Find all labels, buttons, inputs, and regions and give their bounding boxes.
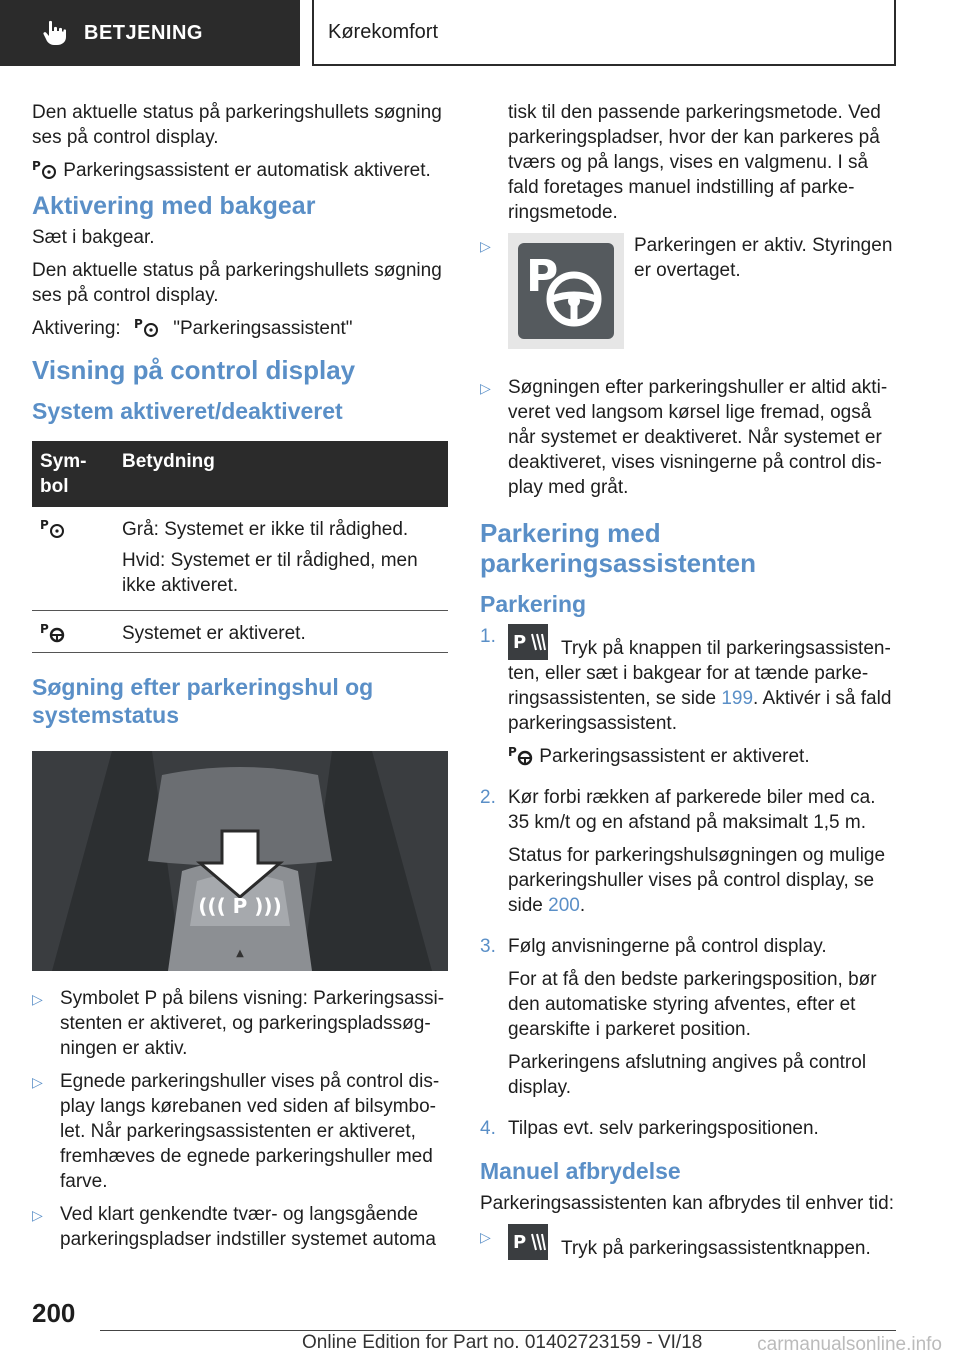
svg-text:P: P [513,632,527,653]
parking-active-steering-icon [508,233,624,349]
list-item: ▷ Egnede parkeringshuller vises på control display langs kørebanen ved siden af bilsymbolet. Når parkeringsassistenten er aktiveret, fremhæves de egnede parkeringshuller med farve. [32,1071,440,1192]
list-item: ▷ P Tryk på parkeringsassistentknappen. [480,1224,896,1261]
parking-search-display-image [32,751,448,971]
heading-parking-with-assist: Parkering med parkeringsassistenten [480,518,757,578]
parking-assist-button-icon [508,624,548,660]
heading-reverse-activation: Aktivering med bakgear [32,192,316,220]
page-number: 200 [32,1298,76,1328]
step-item: 3. Følg anvisningerne på control display. For at få den bedste parkeringsposition, bør den automatiske styring afventes, efter et gearskifte i parkeret position. Parkeringens afslutning angives på control display. [480,936,877,1098]
left-column [32,100,448,1260]
list-item: ▷ Ved klart genkendte tvær- og langsgående parkeringspladser indstiller systemet automa [32,1204,436,1250]
chapter-tab [312,0,896,66]
continued-text: tisk til den passende parkeringsmetode. Ved parkeringspladser, hvor der kan parkeres på tværs og på langs, vises en valgmenu. I så fald foretages manuel indstilling af parkeringsmetode. [508,102,881,223]
svg-text:((( P ))): ((( P ))) [198,894,282,918]
hand-icon [40,18,70,48]
chapter-title: Kørekomfort [328,20,439,43]
parking-assist-icon [32,158,58,180]
col-symbol-header: Sym- bol [32,441,114,507]
parking-assist-active-icon [40,621,66,643]
reverse-status: Den aktuelle status på parkeringshullets søgning ses på control display. [32,260,442,306]
symbol-cell [32,611,114,653]
triangle-bullet-icon: ▷ [480,238,491,254]
heading-parking: Parkering [480,591,587,617]
symbol-cell [32,507,114,611]
triangle-bullet-icon: ▷ [480,380,491,396]
table-row [32,611,448,653]
triangle-bullet-icon: ▷ [480,1229,491,1245]
svg-text:P: P [133,317,143,331]
svg-text:P: P [526,251,559,302]
watermark: carmanualsonline.info [757,1334,942,1355]
svg-text:P: P [32,159,41,173]
table-header-row [32,441,448,507]
list-item: ▷ Symbolet P på bilens visning: Parkeringsassistenten er aktiveret, og parkeringspladssøgningen er aktiv. [32,988,445,1059]
svg-text:P: P [513,1232,527,1253]
list-item: ▷ Søgningen efter parkeringshuller er altid aktiveret ved langsom kørsel lige fremad, også når systemet er deaktiveret. Når systemet er deaktiveret, vises visningerne på control display med gråt. [480,377,888,498]
parking-assist-button-icon [508,1224,548,1260]
page-link-200[interactable]: 200 [548,895,580,916]
symbol-table [32,441,448,653]
svg-text:P: P [40,622,49,636]
col-meaning-header: Betydning [114,441,448,507]
reverse-step: Sæt i bakgear. [32,227,155,248]
heading-manual-cancel: Manuel afbrydelse [480,1158,681,1184]
cancel-intro: Parkeringsassistenten kan afbrydes til enhver tid: [480,1193,894,1214]
heading-system-status: System aktiveret/deaktiveret [32,398,343,424]
panel-description: Parkeringen er aktiv. Styringen er overtaget. [634,235,893,281]
heading-search: Søgning efter parkeringshul og systemstatus [32,674,374,728]
section-title: BETJENING [84,21,203,44]
activation-line: Aktivering: P "Parkeringsassistent" [32,317,353,339]
triangle-bullet-icon: ▷ [32,991,43,1007]
step-item: 1. P Tryk på knappen til parkeringsassistenten, eller sæt i bakgear for at tænde parkeringsassistenten, se side 199. Aktivér i så fald parkeringsassistent. P Parkeringsassistent er aktiveret. [480,626,892,767]
svg-text:P: P [508,745,517,759]
right-column [480,100,896,1269]
triangle-bullet-icon: ▷ [32,1207,43,1223]
triangle-bullet-icon: ▷ [32,1074,43,1090]
parking-assist-icon [40,517,66,539]
meaning-cell: Systemet er aktiveret. [114,611,448,653]
list-item [480,233,896,367]
meaning-cell: Grå: Systemet er ikke til rådighed. Hvid: Systemet er til rådighed, men ikke aktiveret. [114,507,448,611]
parking-assist-icon [134,316,160,338]
svg-text:▲: ▲ [236,948,244,959]
parking-assist-active-icon [508,744,534,766]
step-item: 2. Kør forbi rækken af parkerede biler med ca. 35 km/t og en afstand på maksimalt 1,5 m. Status for parkeringshulsøgningen og mulige parkeringshuller vises på control display, se side 200. [480,787,886,916]
heading-control-display: Visning på control display [32,355,356,385]
footer-divider [100,1330,896,1331]
step-item: 4. Tilpas evt. selv parkeringspositionen. [480,1118,819,1139]
page-link-199[interactable]: 199 [721,688,754,709]
auto-activated-text: P Parkeringsassistent er automatisk aktiveret. [32,159,431,181]
svg-text:P: P [40,518,49,532]
intro-text: Den aktuelle status på parkeringshullets søgning ses på control display. [32,102,442,148]
edition-text: Online Edition for Part no. 01402723159 - VI/18 [302,1332,703,1353]
table-row [32,507,448,611]
section-tab [0,0,300,66]
page-header [0,0,960,66]
